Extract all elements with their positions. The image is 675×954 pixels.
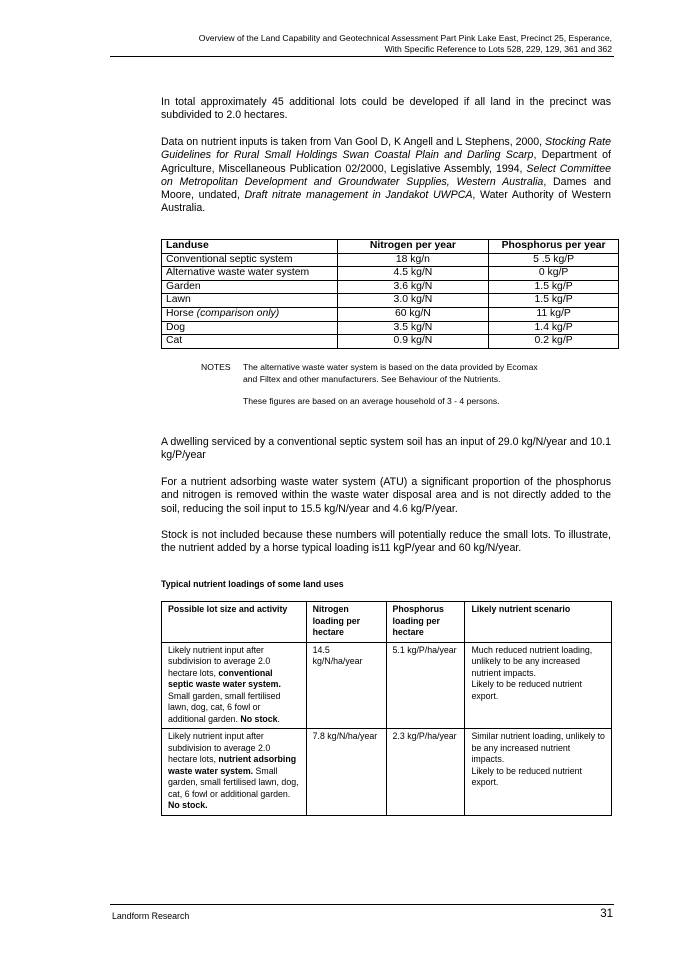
nitrogen-cell: 3.5 kg/N (337, 321, 489, 335)
text-run: Data on nutrient inputs is taken from Van Gool D, K Angell and L Stephens, 2000, (161, 136, 546, 148)
phosphorus-cell: 1.4 kg/P (489, 321, 619, 335)
nutrient-input-table (161, 239, 619, 349)
landuse-label: Alternative waste water system (166, 267, 310, 279)
text-run: Small garden, small fertilised lawn, dog, cat, 6 fowl or additional garden. (168, 690, 281, 724)
nitrogen-cell: 14.5 kg/N/ha/year (306, 642, 386, 729)
notes-line-3: These figures are based on an average household of 3 - 4 persons. (243, 396, 500, 406)
text-run: Likely nutrient input after subdivision to average 2.0 hectare lots, (168, 644, 271, 678)
landuse-cell (162, 335, 338, 349)
table-notes (201, 362, 621, 408)
table-header-row (162, 602, 612, 643)
citation-title: Draft nitrate management in Jandakot UWPCA (244, 189, 473, 202)
scenario-text: Likely to be reduced nutrient export. (471, 679, 582, 701)
table-row (162, 335, 619, 349)
system-type: conventional septic waste water system. (168, 667, 281, 689)
landuse-cell (162, 307, 338, 321)
table-row (162, 280, 619, 294)
paragraph-atu-system: For a nutrient adsorbing waste water system (ATU) a significant proportion of the phosphorus and nitrogen is removed within the waste water disposal area and is not directly added to the soil, reducing the soil input to 15.5 kg/N/year and 4.6 kg/P/year. (161, 476, 611, 515)
phosphorus-cell: 1.5 kg/P (489, 280, 619, 294)
scenario-text: Similar nutrient loading, unlikely to be any increased nutrient impacts. (471, 731, 605, 764)
nitrogen-cell: 3.6 kg/N (337, 280, 489, 294)
nitrogen-cell: 3.0 kg/N (337, 294, 489, 308)
landuse-cell (162, 321, 338, 335)
scenario-text: Much reduced nutrient loading, unlikely to be any increased nutrient impacts. (471, 644, 593, 678)
paragraph-stock: Stock is not included because these numbers will potentially reduce the small lots. To illustrate, the nutrient added by a horse typical loading is11 kgP/year and 60 kg/N/year. (161, 529, 611, 555)
landuse-label: Horse (166, 307, 197, 319)
scenario-cell (465, 642, 612, 729)
footer-author: Landform Research (112, 911, 190, 921)
notes-text: The alternative waste water system is based on the data provided by Ecomax (243, 362, 538, 372)
landuse-cell (162, 253, 338, 267)
paragraph-septic-input: A dwelling serviced by a conventional septic system soil has an input of 29.0 kg/N/year and 10.1 kg/P/year (161, 436, 611, 462)
paragraph-data-sources (161, 136, 611, 216)
citation-title: Stocking Rate Guidelines for Rural Small Holdings Swan Coastal Plain and Darling Scarp (161, 136, 612, 162)
landuse-label: Cat (166, 335, 183, 347)
table-row (162, 294, 619, 308)
text-run: , Dames and Moore, undated, (161, 175, 612, 202)
phosphorus-cell: 11 kg/P (489, 307, 619, 321)
nitrogen-cell: 4.5 kg/N (337, 267, 489, 281)
notes-label: NOTES (201, 362, 231, 372)
text-run: . (277, 713, 280, 724)
table-row (162, 321, 619, 335)
phosphorus-cell: 0.2 kg/P (489, 335, 619, 349)
header-line-1: Overview of the Land Capability and Geotechnical Assessment Part Pink Lake East, Precinct 25, Esperance, (198, 33, 612, 43)
column-header-nitrogen: Nitrogen loading per hectare (306, 602, 386, 643)
phosphorus-cell: 5 .5 kg/P (489, 253, 619, 267)
nitrogen-cell: 7.8 kg/N/ha/year (306, 729, 386, 816)
notes-line-2: and Filtex and other manufacturers. See Behaviour of the Nutrients. (243, 373, 501, 384)
page-number: 31 (600, 908, 613, 920)
citation-title: Select Committee on Metropolitan Development and Groundwater Supplies, Western Australia (161, 162, 611, 188)
header-line-2: With Specific Reference to Lots 528, 229, 129, 361 and 362 (384, 44, 612, 55)
nitrogen-cell: 18 kg/n (337, 253, 489, 267)
text-run: Likely nutrient input after subdivision to average 2.0 hectare lots, (168, 731, 271, 764)
system-type: nutrient adsorbing waste water system. (168, 754, 297, 776)
no-stock-label: No stock (240, 713, 278, 724)
nitrogen-cell: 0.9 kg/N (337, 335, 489, 349)
no-stock-label: No stock. (168, 800, 208, 810)
activity-cell (162, 642, 307, 729)
footer-divider (110, 904, 614, 905)
table-row (162, 642, 612, 729)
landuse-label: Garden (166, 280, 201, 292)
column-header-phosphorus: Phosphorus loading per hectare (386, 602, 465, 643)
header-divider (110, 56, 614, 57)
landuse-cell (162, 267, 338, 281)
landuse-label: Lawn (166, 294, 191, 306)
phosphorus-cell: 2.3 kg/P/ha/year (386, 729, 465, 816)
phosphorus-cell: 5.1 kg/P/ha/year (386, 642, 465, 729)
notes-line-1 (201, 362, 621, 374)
activity-cell (162, 729, 307, 816)
column-header-scenario: Likely nutrient scenario (465, 602, 612, 643)
text-run: , Water Authority of Western Australia. (161, 189, 611, 215)
phosphorus-cell: 0 kg/P (489, 267, 619, 281)
text-run: , Department of Agriculture, Miscellaneous Publication 02/2000, Legislative Assembly, 1994, (161, 149, 612, 175)
landuse-label: Conventional septic system (166, 253, 293, 265)
table-header-row (162, 240, 619, 254)
nitrogen-cell: 60 kg/N (337, 307, 489, 321)
text-run: Small garden, small fertilised lawn, dog, cat, 6 fowl or additional garden. (168, 765, 299, 799)
section-title: Typical nutrient loadings of some land uses (161, 579, 344, 589)
page-header (120, 33, 612, 56)
column-header-activity: Possible lot size and activity (162, 602, 307, 643)
column-header-phosphorus: Phosphorus per year (489, 240, 619, 254)
phosphorus-cell: 1.5 kg/P (489, 294, 619, 308)
column-header-nitrogen: Nitrogen per year (337, 240, 489, 254)
scenario-cell (465, 729, 612, 816)
paragraph-additional-lots: In total approximately 45 additional lots could be developed if all land in the precinct was subdivided to 2.0 hectares. (161, 96, 611, 122)
table-row (162, 253, 619, 267)
landuse-note: (comparison only) (196, 307, 280, 319)
landuse-cell (162, 294, 338, 308)
landuse-cell (162, 280, 338, 294)
landuse-label: Dog (166, 321, 186, 333)
table-row (162, 729, 612, 816)
column-header-landuse: Landuse (162, 240, 338, 254)
nutrient-loading-table (161, 601, 612, 816)
scenario-text: Likely to be reduced nutrient export. (471, 765, 582, 787)
table-row (162, 307, 619, 321)
table-row (162, 267, 619, 281)
